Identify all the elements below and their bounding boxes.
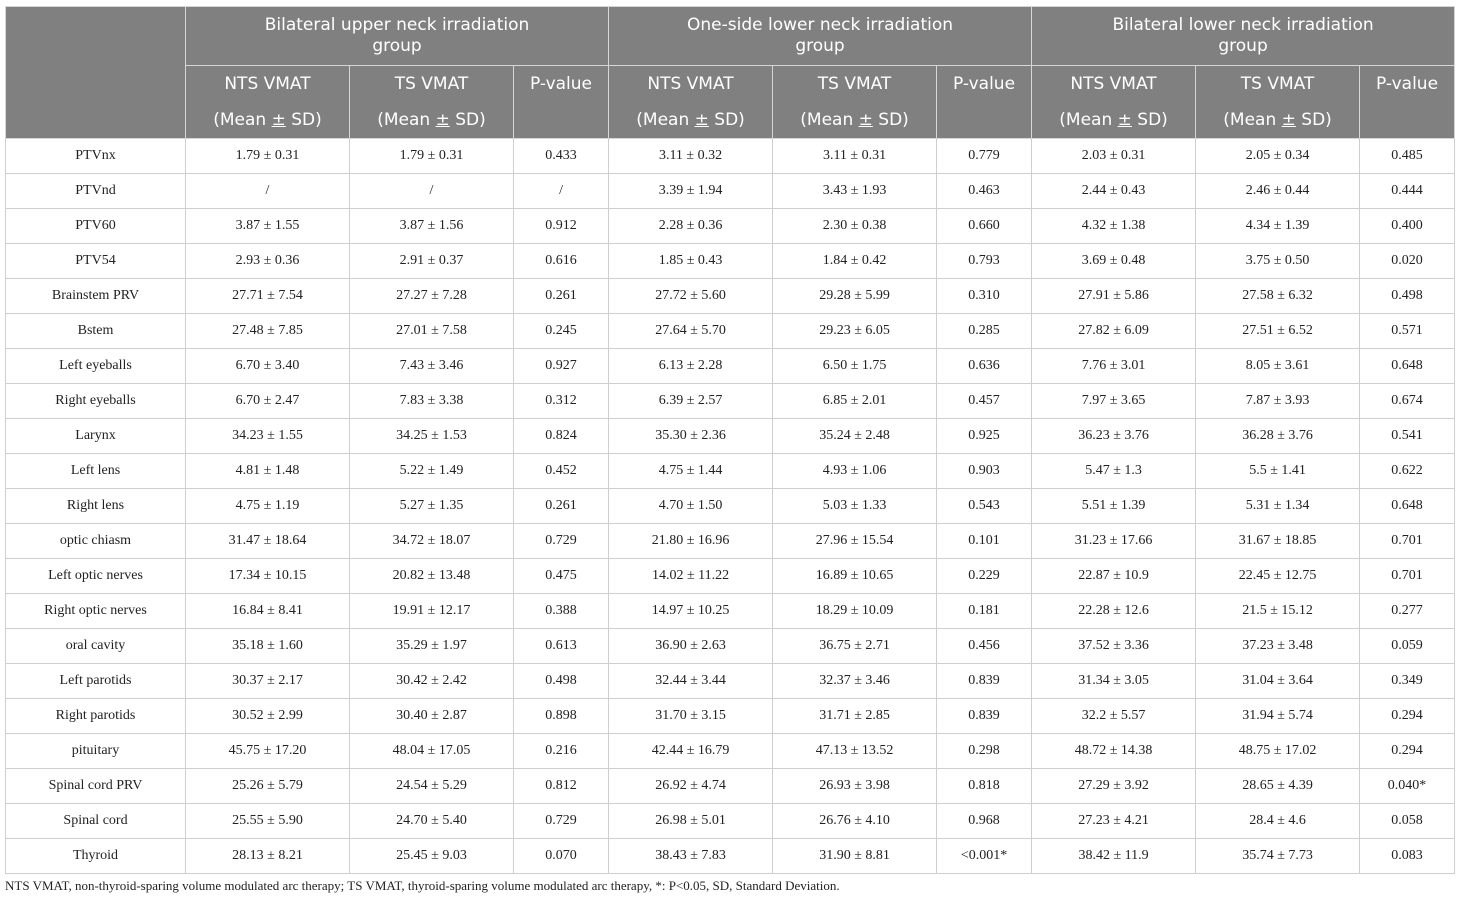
dose-cell: 34.72 ± 18.07 bbox=[350, 524, 514, 559]
row-label: optic chiasm bbox=[6, 524, 186, 559]
table-row bbox=[6, 139, 1455, 174]
dose-cell: 31.23 ± 17.66 bbox=[1032, 524, 1196, 559]
p-value-cell: 0.636 bbox=[937, 349, 1032, 384]
row-label: Right optic nerves bbox=[6, 594, 186, 629]
table-row bbox=[6, 384, 1455, 419]
stat-prefix: (Mean bbox=[1223, 110, 1282, 130]
dose-cell: 31.67 ± 18.85 bbox=[1196, 524, 1360, 559]
p-value-cell: 0.229 bbox=[937, 559, 1032, 594]
stat-suffix: SD) bbox=[708, 110, 745, 130]
p-value-header: P-value bbox=[514, 66, 609, 104]
dose-cell: 30.42 ± 2.42 bbox=[350, 664, 514, 699]
table-row bbox=[6, 244, 1455, 279]
dose-cell: 26.92 ± 4.74 bbox=[609, 769, 773, 804]
p-value-cell: 0.294 bbox=[1360, 734, 1455, 769]
dose-cell: 1.85 ± 0.43 bbox=[609, 244, 773, 279]
table-row bbox=[6, 734, 1455, 769]
dose-cell: 6.70 ± 3.40 bbox=[186, 349, 350, 384]
empty-header-cell bbox=[1360, 103, 1455, 139]
method-header: NTS VMAT bbox=[1032, 66, 1196, 104]
dose-cell: 27.82 ± 6.09 bbox=[1032, 314, 1196, 349]
dose-cell: 3.69 ± 0.48 bbox=[1032, 244, 1196, 279]
p-value-cell: 0.294 bbox=[1360, 699, 1455, 734]
empty-header-cell bbox=[937, 103, 1032, 139]
dose-cell: 14.97 ± 10.25 bbox=[609, 594, 773, 629]
dose-cell: 7.76 ± 3.01 bbox=[1032, 349, 1196, 384]
dose-cell: 34.23 ± 1.55 bbox=[186, 419, 350, 454]
table-container bbox=[5, 6, 1455, 874]
dose-cell: 28.4 ± 4.6 bbox=[1196, 804, 1360, 839]
p-value-cell: 0.261 bbox=[514, 279, 609, 314]
table-row bbox=[6, 769, 1455, 804]
p-value-cell: 0.498 bbox=[514, 664, 609, 699]
p-value-cell: 0.903 bbox=[937, 454, 1032, 489]
dose-cell: 42.44 ± 16.79 bbox=[609, 734, 773, 769]
dose-cell: 19.91 ± 12.17 bbox=[350, 594, 514, 629]
dose-cell: 30.52 ± 2.99 bbox=[186, 699, 350, 734]
p-value-cell: <0.001* bbox=[937, 839, 1032, 874]
p-value-cell: 0.277 bbox=[1360, 594, 1455, 629]
p-value-cell: 0.622 bbox=[1360, 454, 1455, 489]
dose-cell: 38.43 ± 7.83 bbox=[609, 839, 773, 874]
dose-cell: 27.23 ± 4.21 bbox=[1032, 804, 1196, 839]
dose-cell: 2.91 ± 0.37 bbox=[350, 244, 514, 279]
row-label: Right lens bbox=[6, 489, 186, 524]
table-header bbox=[6, 7, 1455, 139]
dose-cell: 4.81 ± 1.48 bbox=[186, 454, 350, 489]
dose-cell: 22.28 ± 12.6 bbox=[1032, 594, 1196, 629]
corner-cell bbox=[6, 7, 186, 139]
dose-cell: 2.05 ± 0.34 bbox=[1196, 139, 1360, 174]
method-header: NTS VMAT bbox=[609, 66, 773, 104]
p-value-cell: 0.729 bbox=[514, 804, 609, 839]
p-value-cell: 0.571 bbox=[1360, 314, 1455, 349]
table-row bbox=[6, 524, 1455, 559]
dose-cell: 3.39 ± 1.94 bbox=[609, 174, 773, 209]
p-value-cell: 0.912 bbox=[514, 209, 609, 244]
plus-minus-sign: ± bbox=[1117, 110, 1132, 130]
row-label: Right eyeballs bbox=[6, 384, 186, 419]
row-label: Spinal cord PRV bbox=[6, 769, 186, 804]
p-value-cell: 0.818 bbox=[937, 769, 1032, 804]
dose-cell: 48.72 ± 14.38 bbox=[1032, 734, 1196, 769]
p-value-cell: 0.475 bbox=[514, 559, 609, 594]
dose-cell: 6.70 ± 2.47 bbox=[186, 384, 350, 419]
p-value-cell: 0.701 bbox=[1360, 559, 1455, 594]
p-value-cell: 0.452 bbox=[514, 454, 609, 489]
dose-cell: 18.29 ± 10.09 bbox=[773, 594, 937, 629]
dose-cell: 35.74 ± 7.73 bbox=[1196, 839, 1360, 874]
stat-suffix: SD) bbox=[1295, 110, 1332, 130]
stat-suffix: SD) bbox=[285, 110, 322, 130]
group-header: One-side lower neck irradiation group bbox=[609, 7, 1032, 66]
dose-cell: 36.75 ± 2.71 bbox=[773, 629, 937, 664]
dose-cell: 6.50 ± 1.75 bbox=[773, 349, 937, 384]
dose-cell: 32.44 ± 3.44 bbox=[609, 664, 773, 699]
p-value-cell: 0.312 bbox=[514, 384, 609, 419]
dose-cell: 5.51 ± 1.39 bbox=[1032, 489, 1196, 524]
dose-cell: 34.25 ± 1.53 bbox=[350, 419, 514, 454]
plus-minus-sign: ± bbox=[271, 110, 286, 130]
dose-cell: 5.03 ± 1.33 bbox=[773, 489, 937, 524]
dose-cell: 25.26 ± 5.79 bbox=[186, 769, 350, 804]
p-value-cell: 0.083 bbox=[1360, 839, 1455, 874]
dose-cell: 22.45 ± 12.75 bbox=[1196, 559, 1360, 594]
dose-cell: 4.32 ± 1.38 bbox=[1032, 209, 1196, 244]
plus-minus-sign: ± bbox=[1281, 110, 1296, 130]
p-value-cell: 0.779 bbox=[937, 139, 1032, 174]
dose-cell: 36.23 ± 3.76 bbox=[1032, 419, 1196, 454]
dose-cell: 8.05 ± 3.61 bbox=[1196, 349, 1360, 384]
row-label: PTV60 bbox=[6, 209, 186, 244]
dose-cell: 14.02 ± 11.22 bbox=[609, 559, 773, 594]
dose-cell: 45.75 ± 17.20 bbox=[186, 734, 350, 769]
p-value-cell: 0.616 bbox=[514, 244, 609, 279]
dose-cell: 27.71 ± 7.54 bbox=[186, 279, 350, 314]
p-value-cell: 0.020 bbox=[1360, 244, 1455, 279]
p-value-cell: 0.040* bbox=[1360, 769, 1455, 804]
table-footnote: NTS VMAT, non-thyroid-sparing volume modulated arc therapy; TS VMAT, thyroid-sparing volume modulated arc therapy, *: P<0.05, SD, Standard Deviation. bbox=[5, 878, 840, 893]
p-value-cell: 0.648 bbox=[1360, 349, 1455, 384]
dose-cell: 31.90 ± 8.81 bbox=[773, 839, 937, 874]
dose-cell: 2.28 ± 0.36 bbox=[609, 209, 773, 244]
p-value-cell: 0.101 bbox=[937, 524, 1032, 559]
p-value-cell: / bbox=[514, 174, 609, 209]
dose-cell: 26.98 ± 5.01 bbox=[609, 804, 773, 839]
dose-cell: 22.87 ± 10.9 bbox=[1032, 559, 1196, 594]
dose-cell: 31.47 ± 18.64 bbox=[186, 524, 350, 559]
p-value-cell: 0.181 bbox=[937, 594, 1032, 629]
dose-cell: 25.45 ± 9.03 bbox=[350, 839, 514, 874]
p-value-cell: 0.444 bbox=[1360, 174, 1455, 209]
dose-cell: 5.47 ± 1.3 bbox=[1032, 454, 1196, 489]
p-value-cell: 0.400 bbox=[1360, 209, 1455, 244]
dose-cell: 32.37 ± 3.46 bbox=[773, 664, 937, 699]
row-label: Larynx bbox=[6, 419, 186, 454]
dose-cell: 31.70 ± 3.15 bbox=[609, 699, 773, 734]
dose-cell: 28.13 ± 8.21 bbox=[186, 839, 350, 874]
dose-cell: 5.31 ± 1.34 bbox=[1196, 489, 1360, 524]
row-label: Left parotids bbox=[6, 664, 186, 699]
dose-cell: 25.55 ± 5.90 bbox=[186, 804, 350, 839]
table-row bbox=[6, 699, 1455, 734]
stat-prefix: (Mean bbox=[800, 110, 859, 130]
p-value-cell: 0.058 bbox=[1360, 804, 1455, 839]
dose-cell: 7.43 ± 3.46 bbox=[350, 349, 514, 384]
p-value-cell: 0.925 bbox=[937, 419, 1032, 454]
dose-comparison-table bbox=[5, 6, 1455, 874]
dose-cell: 35.30 ± 2.36 bbox=[609, 419, 773, 454]
dose-cell: 7.97 ± 3.65 bbox=[1032, 384, 1196, 419]
stat-suffix: SD) bbox=[872, 110, 909, 130]
p-value-cell: 0.059 bbox=[1360, 629, 1455, 664]
p-value-cell: 0.824 bbox=[514, 419, 609, 454]
empty-header-cell bbox=[514, 103, 609, 139]
dose-cell: 31.94 ± 5.74 bbox=[1196, 699, 1360, 734]
dose-cell: 5.22 ± 1.49 bbox=[350, 454, 514, 489]
dose-cell: 27.51 ± 6.52 bbox=[1196, 314, 1360, 349]
dose-cell: 27.01 ± 7.58 bbox=[350, 314, 514, 349]
p-value-cell: 0.433 bbox=[514, 139, 609, 174]
dose-cell: 20.82 ± 13.48 bbox=[350, 559, 514, 594]
p-value-cell: 0.729 bbox=[514, 524, 609, 559]
dose-cell: 7.87 ± 3.93 bbox=[1196, 384, 1360, 419]
dose-cell: 35.29 ± 1.97 bbox=[350, 629, 514, 664]
p-value-cell: 0.498 bbox=[1360, 279, 1455, 314]
row-label: PTVnd bbox=[6, 174, 186, 209]
row-label: Left lens bbox=[6, 454, 186, 489]
dose-cell: 27.27 ± 7.28 bbox=[350, 279, 514, 314]
mean-sd-label bbox=[350, 103, 514, 139]
dose-cell: 17.34 ± 10.15 bbox=[186, 559, 350, 594]
row-label: PTV54 bbox=[6, 244, 186, 279]
dose-cell: 47.13 ± 13.52 bbox=[773, 734, 937, 769]
stat-prefix: (Mean bbox=[636, 110, 695, 130]
p-value-cell: 0.674 bbox=[1360, 384, 1455, 419]
dose-cell: 26.76 ± 4.10 bbox=[773, 804, 937, 839]
dose-cell: / bbox=[350, 174, 514, 209]
p-value-cell: 0.839 bbox=[937, 664, 1032, 699]
dose-cell: 27.72 ± 5.60 bbox=[609, 279, 773, 314]
plus-minus-sign: ± bbox=[858, 110, 873, 130]
table-row bbox=[6, 664, 1455, 699]
table-row bbox=[6, 594, 1455, 629]
p-value-cell: 0.839 bbox=[937, 699, 1032, 734]
dose-cell: 7.83 ± 3.38 bbox=[350, 384, 514, 419]
dose-cell: 48.75 ± 17.02 bbox=[1196, 734, 1360, 769]
dose-cell: 21.5 ± 15.12 bbox=[1196, 594, 1360, 629]
plus-minus-sign: ± bbox=[694, 110, 709, 130]
method-header: TS VMAT bbox=[1196, 66, 1360, 104]
dose-cell: 5.5 ± 1.41 bbox=[1196, 454, 1360, 489]
table-row bbox=[6, 454, 1455, 489]
stat-prefix: (Mean bbox=[1059, 110, 1118, 130]
dose-cell: 2.30 ± 0.38 bbox=[773, 209, 937, 244]
p-value-cell: 0.298 bbox=[937, 734, 1032, 769]
p-value-cell: 0.310 bbox=[937, 279, 1032, 314]
table-body bbox=[6, 139, 1455, 874]
stat-prefix: (Mean bbox=[377, 110, 436, 130]
mean-sd-label bbox=[609, 103, 773, 139]
dose-cell: 3.43 ± 1.93 bbox=[773, 174, 937, 209]
p-value-cell: 0.485 bbox=[1360, 139, 1455, 174]
p-value-cell: 0.613 bbox=[514, 629, 609, 664]
p-value-cell: 0.898 bbox=[514, 699, 609, 734]
table-row bbox=[6, 559, 1455, 594]
stat-suffix: SD) bbox=[1131, 110, 1168, 130]
dose-cell: 4.34 ± 1.39 bbox=[1196, 209, 1360, 244]
table-row bbox=[6, 629, 1455, 664]
dose-cell: 4.75 ± 1.19 bbox=[186, 489, 350, 524]
dose-cell: 1.79 ± 0.31 bbox=[350, 139, 514, 174]
table-row bbox=[6, 419, 1455, 454]
table-row bbox=[6, 804, 1455, 839]
dose-cell: 16.89 ± 10.65 bbox=[773, 559, 937, 594]
row-label: oral cavity bbox=[6, 629, 186, 664]
row-label: Left eyeballs bbox=[6, 349, 186, 384]
row-label: pituitary bbox=[6, 734, 186, 769]
dose-cell: 4.93 ± 1.06 bbox=[773, 454, 937, 489]
row-label: Left optic nerves bbox=[6, 559, 186, 594]
table-row bbox=[6, 209, 1455, 244]
row-label: Bstem bbox=[6, 314, 186, 349]
dose-cell: 3.87 ± 1.55 bbox=[186, 209, 350, 244]
p-value-cell: 0.543 bbox=[937, 489, 1032, 524]
dose-cell: 2.93 ± 0.36 bbox=[186, 244, 350, 279]
p-value-cell: 0.261 bbox=[514, 489, 609, 524]
p-value-cell: 0.541 bbox=[1360, 419, 1455, 454]
dose-cell: 31.34 ± 3.05 bbox=[1032, 664, 1196, 699]
method-header: TS VMAT bbox=[773, 66, 937, 104]
dose-cell: 37.23 ± 3.48 bbox=[1196, 629, 1360, 664]
dose-cell: 31.71 ± 2.85 bbox=[773, 699, 937, 734]
p-value-cell: 0.648 bbox=[1360, 489, 1455, 524]
dose-cell: 27.58 ± 6.32 bbox=[1196, 279, 1360, 314]
stat-prefix: (Mean bbox=[213, 110, 272, 130]
row-label: Brainstem PRV bbox=[6, 279, 186, 314]
dose-cell: 38.42 ± 11.9 bbox=[1032, 839, 1196, 874]
method-header: TS VMAT bbox=[350, 66, 514, 104]
dose-cell: 32.2 ± 5.57 bbox=[1032, 699, 1196, 734]
dose-cell: 21.80 ± 16.96 bbox=[609, 524, 773, 559]
dose-cell: 3.11 ± 0.32 bbox=[609, 139, 773, 174]
dose-cell: 26.93 ± 3.98 bbox=[773, 769, 937, 804]
table-row bbox=[6, 489, 1455, 524]
dose-cell: 36.90 ± 2.63 bbox=[609, 629, 773, 664]
p-value-cell: 0.388 bbox=[514, 594, 609, 629]
mean-sd-label bbox=[773, 103, 937, 139]
dose-cell: 48.04 ± 17.05 bbox=[350, 734, 514, 769]
dose-cell: 16.84 ± 8.41 bbox=[186, 594, 350, 629]
p-value-cell: 0.285 bbox=[937, 314, 1032, 349]
row-label: Spinal cord bbox=[6, 804, 186, 839]
p-value-cell: 0.349 bbox=[1360, 664, 1455, 699]
row-label: Right parotids bbox=[6, 699, 186, 734]
dose-cell: 37.52 ± 3.36 bbox=[1032, 629, 1196, 664]
dose-cell: 4.70 ± 1.50 bbox=[609, 489, 773, 524]
dose-cell: 35.18 ± 1.60 bbox=[186, 629, 350, 664]
p-value-cell: 0.463 bbox=[937, 174, 1032, 209]
dose-cell: 2.46 ± 0.44 bbox=[1196, 174, 1360, 209]
table-row bbox=[6, 839, 1455, 874]
dose-cell: 1.79 ± 0.31 bbox=[186, 139, 350, 174]
dose-cell: 27.91 ± 5.86 bbox=[1032, 279, 1196, 314]
table-row bbox=[6, 279, 1455, 314]
dose-cell: 3.11 ± 0.31 bbox=[773, 139, 937, 174]
method-header: NTS VMAT bbox=[186, 66, 350, 104]
row-label: Thyroid bbox=[6, 839, 186, 874]
dose-cell: 27.64 ± 5.70 bbox=[609, 314, 773, 349]
mean-sd-label bbox=[1032, 103, 1196, 139]
dose-cell: 2.03 ± 0.31 bbox=[1032, 139, 1196, 174]
p-value-cell: 0.245 bbox=[514, 314, 609, 349]
dose-cell: 27.48 ± 7.85 bbox=[186, 314, 350, 349]
dose-cell: 5.27 ± 1.35 bbox=[350, 489, 514, 524]
p-value-cell: 0.070 bbox=[514, 839, 609, 874]
dose-cell: 4.75 ± 1.44 bbox=[609, 454, 773, 489]
dose-cell: / bbox=[186, 174, 350, 209]
dose-cell: 36.28 ± 3.76 bbox=[1196, 419, 1360, 454]
dose-cell: 24.70 ± 5.40 bbox=[350, 804, 514, 839]
dose-cell: 6.85 ± 2.01 bbox=[773, 384, 937, 419]
dose-cell: 2.44 ± 0.43 bbox=[1032, 174, 1196, 209]
p-value-cell: 0.968 bbox=[937, 804, 1032, 839]
p-value-cell: 0.927 bbox=[514, 349, 609, 384]
group-header: Bilateral upper neck irradiation group bbox=[186, 7, 609, 66]
dose-cell: 30.40 ± 2.87 bbox=[350, 699, 514, 734]
p-value-header: P-value bbox=[937, 66, 1032, 104]
dose-cell: 27.96 ± 15.54 bbox=[773, 524, 937, 559]
dose-cell: 31.04 ± 3.64 bbox=[1196, 664, 1360, 699]
p-value-cell: 0.457 bbox=[937, 384, 1032, 419]
dose-cell: 29.23 ± 6.05 bbox=[773, 314, 937, 349]
group-header: Bilateral lower neck irradiation group bbox=[1032, 7, 1455, 66]
p-value-cell: 0.793 bbox=[937, 244, 1032, 279]
table-row bbox=[6, 349, 1455, 384]
dose-cell: 3.75 ± 0.50 bbox=[1196, 244, 1360, 279]
dose-cell: 24.54 ± 5.29 bbox=[350, 769, 514, 804]
dose-cell: 27.29 ± 3.92 bbox=[1032, 769, 1196, 804]
dose-cell: 6.13 ± 2.28 bbox=[609, 349, 773, 384]
plus-minus-sign: ± bbox=[435, 110, 450, 130]
p-value-cell: 0.701 bbox=[1360, 524, 1455, 559]
table-row bbox=[6, 314, 1455, 349]
mean-sd-label bbox=[186, 103, 350, 139]
dose-cell: 1.84 ± 0.42 bbox=[773, 244, 937, 279]
p-value-cell: 0.812 bbox=[514, 769, 609, 804]
mean-sd-label bbox=[1196, 103, 1360, 139]
p-value-cell: 0.216 bbox=[514, 734, 609, 769]
p-value-cell: 0.456 bbox=[937, 629, 1032, 664]
p-value-cell: 0.660 bbox=[937, 209, 1032, 244]
p-value-header: P-value bbox=[1360, 66, 1455, 104]
dose-cell: 30.37 ± 2.17 bbox=[186, 664, 350, 699]
row-label: PTVnx bbox=[6, 139, 186, 174]
dose-cell: 28.65 ± 4.39 bbox=[1196, 769, 1360, 804]
table-row bbox=[6, 174, 1455, 209]
dose-cell: 6.39 ± 2.57 bbox=[609, 384, 773, 419]
stat-suffix: SD) bbox=[449, 110, 486, 130]
dose-cell: 3.87 ± 1.56 bbox=[350, 209, 514, 244]
dose-cell: 35.24 ± 2.48 bbox=[773, 419, 937, 454]
dose-cell: 29.28 ± 5.99 bbox=[773, 279, 937, 314]
